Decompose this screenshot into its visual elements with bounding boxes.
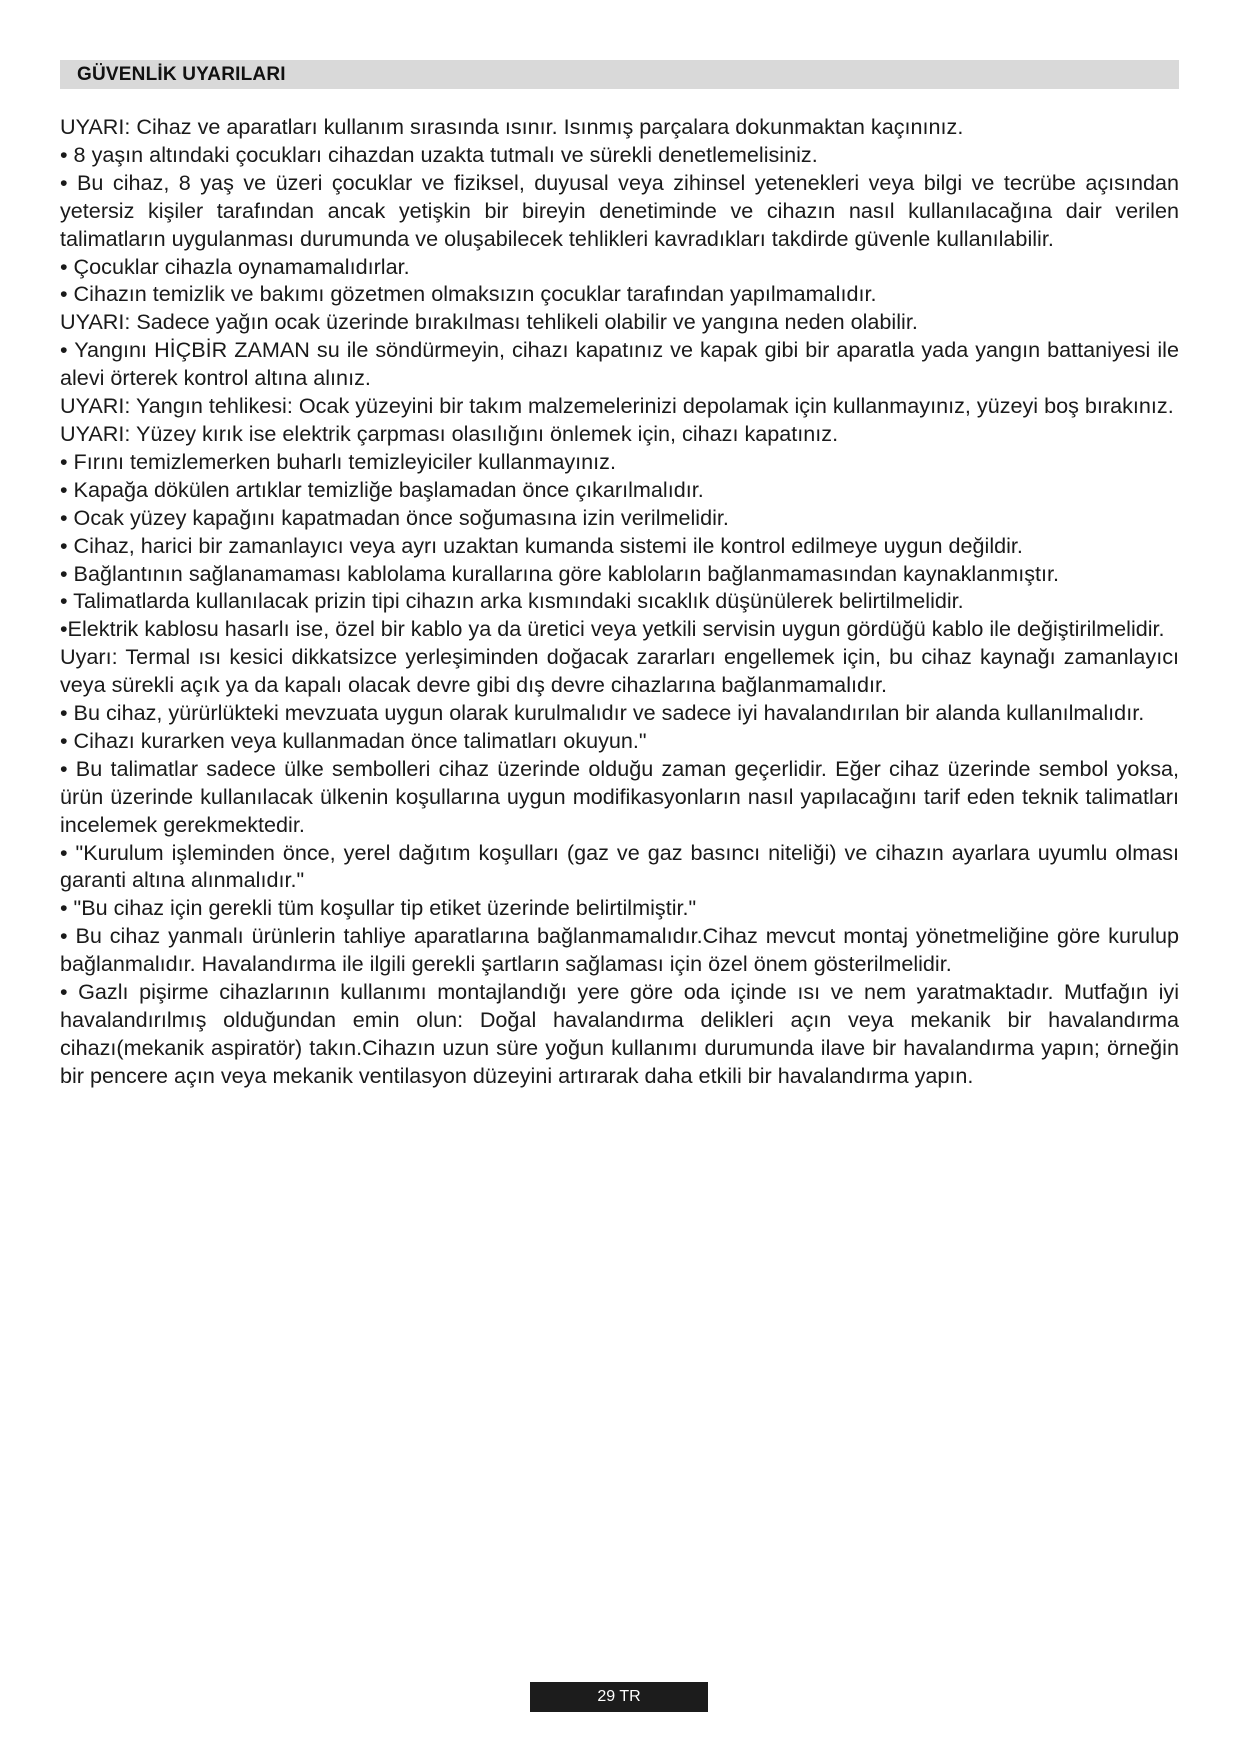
page-number-box xyxy=(530,1682,708,1712)
paragraph-18: • Bu cihaz, yürürlükteki mevzuata uygun olarak kurulmalıdır ve sadece iyi havalandırılan bir alanda kullanılmalıdır. xyxy=(60,700,1145,726)
paragraph-9: UYARI: Yüzey kırık ise elektrik çarpması olasılığını önlemek için, cihazı kapatınız. xyxy=(60,420,839,446)
page-number: 29 TR xyxy=(597,1688,641,1705)
paragraph-13: • Cihaz, harici bir zamanlayıcı veya ayrı uzaktan kumanda sistemi ile kontrol edilmeye uygun değildir. xyxy=(60,532,1023,558)
paragraph-22: • "Bu cihaz için gerekli tüm koşullar tip etiket üzerinde belirtilmiştir." xyxy=(60,895,697,921)
paragraph-16: •Elektrik kablosu hasarlı ise, özel bir kablo ya da üretici veya yetkili servisin uygun gördüğü kablo ile değiştirilmelidir. xyxy=(60,616,1165,642)
paragraph-7: • Yangını HİÇBİR ZAMAN su ile söndürmeyin, cihazı kapatınız ve kapak gibi bir aparatla yada yangın battaniyesi ile alevi örterek kontrol altına alınız. xyxy=(60,337,1179,391)
section-header-bar xyxy=(60,60,1179,89)
paragraph-19: • Cihazı kurarken veya kullanmadan önce talimatları okuyun." xyxy=(60,727,647,753)
paragraph-24: • Gazlı pişirme cihazlarının kullanımı montajlandığı yere göre oda içinde ısı ve nem yaratmaktadır. Mutfağın iyi havalandırılmış olduğundan emin olun: Doğal havalandırma delikleri açın veya mekanik bir havalandırma cihazı(mekanik aspiratör) takın.Cihazın uzun süre yoğun kullanımı durumunda ilave bir havalandırma yapın; örneğin bir pencere açın veya mekanik ventilasyon düzeyini artırarak daha etkili bir havalandırma yapın. xyxy=(60,979,1179,1088)
paragraph-5: • Cihazın temizlik ve bakımı gözetmen olmaksızın çocuklar tarafından yapılmamalıdır. xyxy=(60,281,877,307)
paragraph-8: UYARI: Yangın tehlikesi: Ocak yüzeyini bir takım malzemelerinizi depolamak için kullanmayınız, yüzeyi boş bırakınız. xyxy=(60,393,1174,419)
paragraph-23: • Bu cihaz yanmalı ürünlerin tahliye aparatlarına bağlanmamalıdır.Cihaz mevcut montaj yönetmeliğine göre kurulup bağlanmalıdır. Havalandırma ile ilgili gerekli şartların sağlaması için özel önem gösterilmelidir. xyxy=(60,923,1179,977)
paragraph-3: • Bu cihaz, 8 yaş ve üzeri çocuklar ve fiziksel, duyusal veya zihinsel yetenekleri veya bilgi ve tecrübe açısından yetersiz kişiler tarafından ancak yetişkin bir bireyin denetiminde ve cihazın nasıl kullanılacağına dair verilen talimatların uygulanması durumunda ve oluşabilecek tehlikleri kavradıkları takdirde güvenle kullanılabilir. xyxy=(60,169,1179,251)
paragraph-20: • Bu talimatlar sadece ülke sembolleri cihaz üzerinde olduğu zaman geçerlidir. Eğer cihaz üzerinde sembol yoksa, ürün üzerinde kullanılacak ülkenin koşullarına uygun modifikasyonların nasıl yapılacağını tarif eden teknik talimatları incelemek gerekmektedir. xyxy=(60,755,1179,837)
paragraph-12: • Ocak yüzey kapağını kapatmadan önce soğumasına izin verilmelidir. xyxy=(60,504,729,530)
paragraph-14: • Bağlantının sağlanamaması kablolama kurallarına göre kabloların bağlanmamasından kaynaklanmıştır. xyxy=(60,560,1060,586)
paragraph-1: UYARI: Cihaz ve aparatları kullanım sırasında ısınır. Isınmış parçalara dokunmaktan kaçınınız. xyxy=(60,114,964,139)
paragraph-17: Uyarı: Termal ısı kesici dikkatsizce yerleşiminden doğacak zararları engellemek için, bu cihaz kaynağı zamanlayıcı veya sürekli açık ya da kapalı olacak devre gibi dış devre cihazlarına bağlanmamalıdır. xyxy=(60,644,1179,698)
paragraph-6: UYARI: Sadece yağın ocak üzerinde bırakılması tehlikeli olabilir ve yangına neden olabilir. xyxy=(60,309,918,335)
section-title: GÜVENLİK UYARILARI xyxy=(77,64,286,85)
paragraph-11: • Kapağa dökülen artıklar temizliğe başlamadan önce çıkarılmalıdır. xyxy=(60,476,704,502)
paragraph-2: • 8 yaşın altındaki çocukları cihazdan uzakta tutmalı ve sürekli denetlemelisiniz. xyxy=(60,141,818,167)
paragraph-21: • "Kurulum işleminden önce, yerel dağıtım koşulları (gaz ve gaz basıncı niteliği) ve cihazın ayarlara uyumlu olması garanti altına alınmalıdır." xyxy=(60,839,1179,893)
paragraph-15: • Talimatlarda kullanılacak prizin tipi cihazın arka kısmındaki sıcaklık düşünülerek belirtilmelidir. xyxy=(60,588,964,614)
paragraph-4: • Çocuklar cihazla oynamamalıdırlar. xyxy=(60,253,410,279)
paragraph-10: • Fırını temizlemerken buharlı temizleyiciler kullanmayınız. xyxy=(60,448,616,474)
safety-warnings-body xyxy=(60,113,1179,1090)
